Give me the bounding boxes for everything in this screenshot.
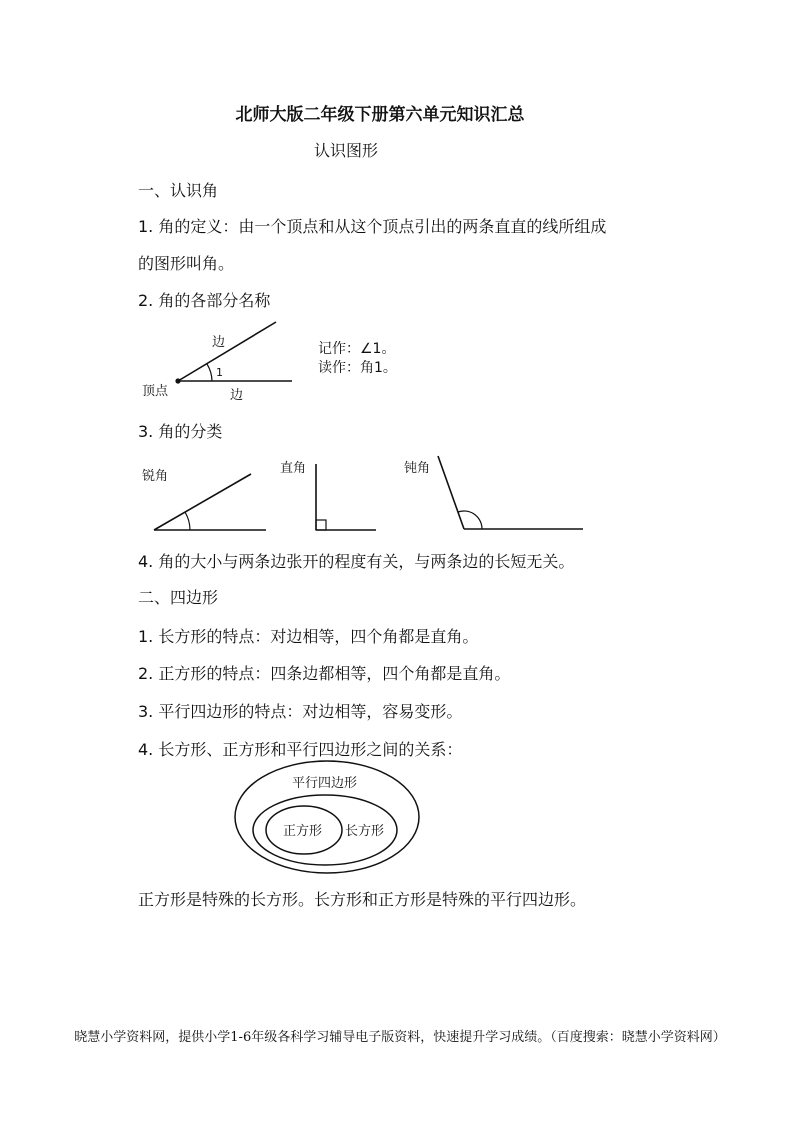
angle-reading: 读作：角1。 xyxy=(318,360,397,376)
section-heading-angles: 一、认识角 xyxy=(138,181,219,200)
label-angle-mark: 1 xyxy=(216,366,223,379)
label-obtuse: 钝角 xyxy=(404,461,431,476)
relationship-heading: 4. 长方形、正方形和平行四边形之间的关系： xyxy=(138,740,463,759)
label-vertex: 顶点 xyxy=(142,384,169,399)
label-parallelogram: 平行四边形 xyxy=(292,776,358,791)
relationship-conclusion: 正方形是特殊的长方形。长方形和正方形是特殊的平行四边形。 xyxy=(138,890,587,909)
angle-classify-heading: 3. 角的分类 xyxy=(138,422,223,441)
footer-note: 晓慧小学资料网，提供小学1-6年级各科学习辅导电子版资料，快速提升学习成绩。（百度搜索：晓慧小学资料网） xyxy=(74,1030,726,1045)
angle-definition-line1: 1. 角的定义：由一个顶点和从这个顶点引出的两条直直的线所组成 xyxy=(138,217,607,236)
square-properties: 2. 正方形的特点：四条边都相等，四个角都是直角。 xyxy=(138,664,511,683)
parallelogram-properties: 3. 平行四边形的特点：对边相等，容易变形。 xyxy=(138,702,463,721)
angle-parts-heading: 2. 角的各部分名称 xyxy=(138,291,271,310)
label-side-bottom: 边 xyxy=(230,388,244,403)
section-heading-quadrilateral: 二、四边形 xyxy=(138,588,219,607)
page-subtitle: 认识图形 xyxy=(314,141,379,160)
label-acute: 锐角 xyxy=(142,469,169,484)
rectangle-properties: 1. 长方形的特点：对边相等，四个角都是直角。 xyxy=(138,627,479,646)
label-right: 直角 xyxy=(280,461,307,476)
angle-notation: 记作：∠1。 xyxy=(318,341,396,357)
label-square: 正方形 xyxy=(283,824,323,839)
label-rectangle: 长方形 xyxy=(345,824,385,839)
page-title: 北师大版二年级下册第六单元知识汇总 xyxy=(235,105,525,125)
angle-definition-line2: 的图形叫角。 xyxy=(138,254,235,273)
angle-size-note: 4. 角的大小与两条边张开的程度有关，与两条边的长短无关。 xyxy=(138,552,575,571)
label-side-top: 边 xyxy=(212,335,226,350)
